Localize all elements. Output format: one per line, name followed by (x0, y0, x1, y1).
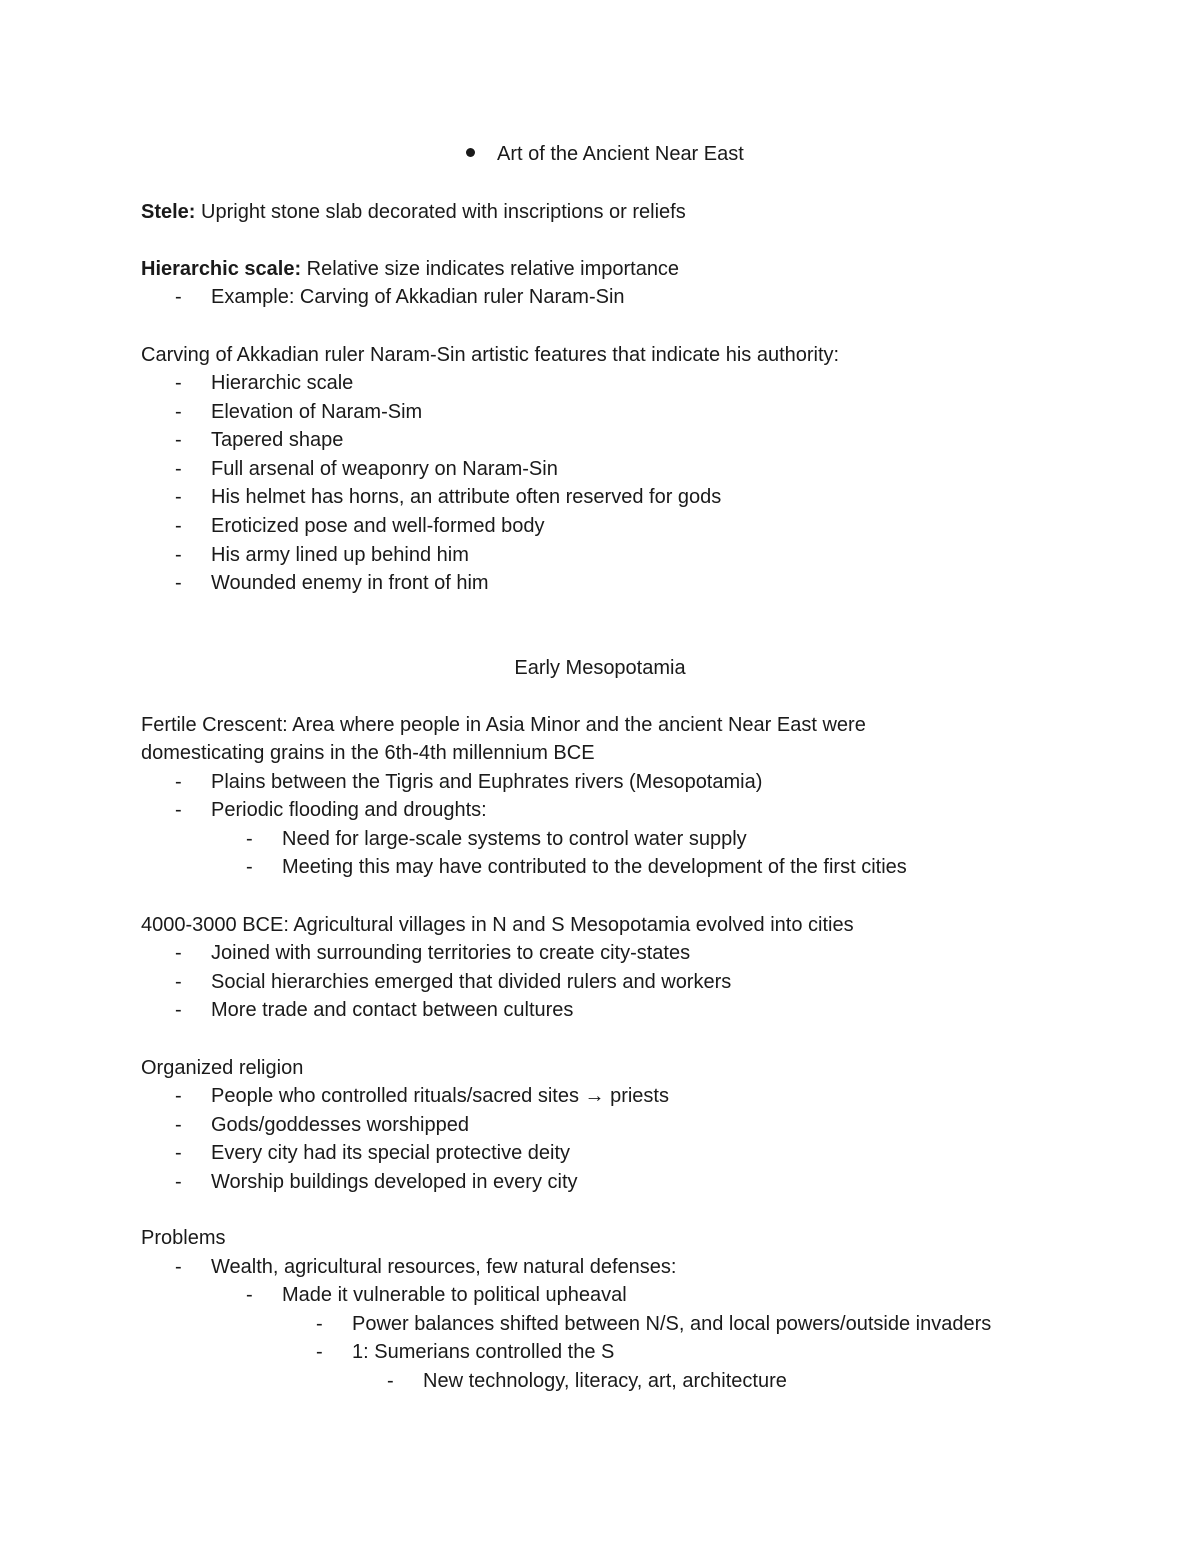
list-item (175, 1084, 669, 1108)
dash-marker: - (175, 544, 182, 566)
list-item-text: Meeting this may have contributed to the development of the first cities (282, 856, 907, 878)
list-item (175, 543, 469, 567)
list-item (175, 770, 763, 794)
sub-list-item (246, 855, 907, 879)
list-item-text: Power balances shifted between N/S, and local powers/outside invaders (352, 1313, 992, 1335)
list-item-text: Social hierarchies emerged that divided rulers and workers (211, 971, 732, 993)
dash-marker: - (175, 515, 182, 537)
list-item-text: Joined with surrounding territories to create city-states (211, 942, 691, 964)
dash-marker: - (175, 286, 182, 308)
dash-marker: - (175, 372, 182, 394)
fertile-line-2: domesticating grains in the 6th-4th millennium BCE (141, 742, 595, 764)
list-item (175, 400, 423, 424)
list-item (175, 798, 487, 822)
list-item-text: Periodic flooding and droughts: (211, 799, 487, 821)
hierarchic-definition (141, 257, 679, 281)
list-item-text: His helmet has horns, an attribute often reserved for gods (211, 486, 722, 508)
dash-marker: - (246, 828, 253, 850)
list-item-text: Eroticized pose and well-formed body (211, 515, 545, 537)
fertile-line-1: Fertile Crescent: Area where people in Asia Minor and the ancient Near East were (141, 714, 866, 736)
list-item-text: Worship buildings developed in every city (211, 1171, 578, 1193)
list-item (175, 1170, 578, 1194)
section-title: Early Mesopotamia (514, 657, 686, 679)
list-item-text: His army lined up behind him (211, 544, 469, 566)
dash-marker: - (175, 1142, 182, 1164)
dash-marker: - (175, 486, 182, 508)
list-item (175, 571, 489, 595)
list-item (175, 285, 625, 309)
list-item-text: Wounded enemy in front of him (211, 572, 489, 594)
document-title (466, 142, 744, 166)
dash-marker: - (175, 999, 182, 1021)
list-item (175, 514, 545, 538)
dash-marker: - (175, 401, 182, 423)
hierarchic-term: Hierarchic scale: (141, 258, 302, 280)
list-item-text: Need for large-scale systems to control water supply (282, 828, 747, 850)
list-item (175, 998, 574, 1022)
sub-sub-list-item (316, 1312, 992, 1336)
dash-marker: - (175, 971, 182, 993)
stele-text: Upright stone slab decorated with inscriptions or reliefs (195, 201, 686, 223)
list-item-text: People who controlled rituals/sacred sites → priests (211, 1085, 669, 1107)
dash-marker: - (316, 1313, 323, 1335)
dash-marker: - (175, 572, 182, 594)
list-item (175, 371, 354, 395)
dash-marker: - (175, 942, 182, 964)
list-item-text: More trade and contact between cultures (211, 999, 574, 1021)
title-text: Art of the Ancient Near East (497, 143, 744, 165)
list-item-text: New technology, literacy, art, architecture (423, 1370, 787, 1392)
list-item (175, 970, 732, 994)
hierarchic-text: Relative size indicates relative importance (301, 258, 680, 280)
dash-marker: - (175, 1256, 182, 1278)
dash-marker: - (175, 771, 182, 793)
list-item (175, 1113, 469, 1137)
list-item (175, 428, 344, 452)
sub-list-item (246, 1283, 627, 1307)
stele-term: Stele: (141, 201, 196, 223)
dash-marker: - (316, 1341, 323, 1363)
list-item (175, 1141, 571, 1165)
list-item-text: Plains between the Tigris and Euphrates rivers (Mesopotamia) (211, 771, 763, 793)
dash-marker: - (387, 1370, 394, 1392)
naram-heading: Carving of Akkadian ruler Naram-Sin artistic features that indicate his authority: (141, 344, 840, 366)
dash-marker: - (175, 799, 182, 821)
level4-list-item (387, 1369, 787, 1393)
list-item (175, 457, 558, 481)
list-item-text: Example: Carving of Akkadian ruler Naram-Sin (211, 286, 625, 308)
dash-marker: - (175, 1171, 182, 1193)
list-item-text: Tapered shape (211, 429, 344, 451)
sub-list-item (246, 827, 747, 851)
stele-definition (141, 200, 686, 224)
dash-marker: - (175, 458, 182, 480)
list-item-text: Made it vulnerable to political upheaval (282, 1284, 627, 1306)
cities-heading: 4000-3000 BCE: Agricultural villages in N and S Mesopotamia evolved into cities (141, 914, 854, 936)
problems-heading: Problems (141, 1227, 226, 1249)
dash-marker: - (175, 1114, 182, 1136)
religion-heading: Organized religion (141, 1057, 304, 1079)
list-item-text: Every city had its special protective deity (211, 1142, 571, 1164)
dash-marker: - (175, 429, 182, 451)
list-item-text: Full arsenal of weaponry on Naram-Sin (211, 458, 558, 480)
list-item-text: Wealth, agricultural resources, few natural defenses: (211, 1256, 677, 1278)
list-item-text: Elevation of Naram-Sim (211, 401, 423, 423)
list-item (175, 941, 691, 965)
bullet-icon (466, 148, 475, 157)
list-item-text: 1: Sumerians controlled the S (352, 1341, 615, 1363)
list-item-text: Gods/goddesses worshipped (211, 1114, 469, 1136)
dash-marker: - (175, 1085, 182, 1107)
list-item (175, 485, 722, 509)
list-item-text: Hierarchic scale (211, 372, 354, 394)
sub-sub-list-item (316, 1340, 615, 1364)
dash-marker: - (246, 856, 253, 878)
list-item (175, 1255, 677, 1279)
dash-marker: - (246, 1284, 253, 1306)
